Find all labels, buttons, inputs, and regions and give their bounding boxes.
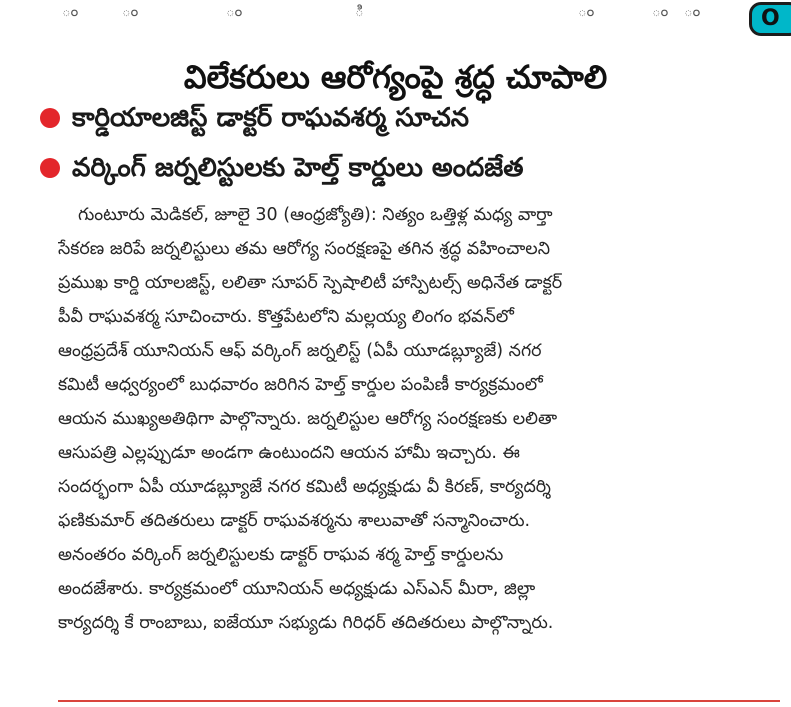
cropped-glyph: ి [355, 2, 364, 20]
corner-badge-letter: O [761, 6, 780, 31]
body-line: కమిటీ ఆధ్వర్యంలో బుధవారం జరిగిన హెల్త్ కార్డుల పంపిణీ కార్యక్రమంలో [58, 375, 543, 395]
subheading-text: వర్కింగ్ జర్నలిస్టులకు హెల్త్ కార్డులు అందజేత [72, 153, 524, 183]
subheading-2 [40, 148, 780, 188]
article-body [58, 198, 780, 640]
corner-badge [749, 2, 791, 36]
cropped-previous-line [0, 0, 791, 28]
cropped-glyph: ం [62, 2, 79, 20]
cropped-glyph: ం [226, 2, 243, 20]
body-line: ఆయన ముఖ్యఅతిథిగా పాల్గొన్నారు. జర్నలిస్టుల ఆరోగ్య సంరక్షణకు లలితా [58, 409, 558, 429]
headline: విలేకరులు ఆరోగ్యంపై శ్రద్ధ చూపాలి [183, 58, 608, 97]
cropped-glyph: ం [122, 2, 139, 20]
body-line: ఫణికుమార్ తదితరులు డాక్టర్ రాఘవశర్మను శాలువాతో సన్మానించారు. [58, 511, 531, 531]
body-line: సేకరణ జరిపే జర్నలిస్టులు తమ ఆరోగ్య సంరక్షణపై తగిన శ్రద్ధ వహించాలని [58, 239, 550, 259]
cropped-glyph: ం [652, 2, 669, 20]
body-line: ఆసుపత్రి ఎల్లప్పుడూ అండగా ఉంటుందని ఆయన హామీ ఇచ్చారు. ఈ [58, 443, 520, 463]
body-line: ఆంధ్రప్రదేశ్ యూనియన్ ఆఫ్ వర్కింగ్ జర్నలిస్ట్ (ఏపీ యూడబ్ల్యూజే) నగర [58, 341, 542, 361]
body-line: పీవీ రాఘవశర్మ సూచించారు. కొత్తపేటలోని మల్లయ్య లింగం భవన్‌లో [58, 307, 514, 327]
cropped-glyph: ం [684, 2, 701, 20]
body-line: సందర్భంగా ఏపీ యూడబ్ల్యూజే నగర కమిటీ అధ్యక్షుడు వీ కిరణ్, కార్యదర్శి [58, 477, 551, 497]
body-line: కార్యదర్శి కే రాంబాబు, ఐజేయూ సభ్యుడు గిరిధర్ తదితరులు పాల్గొన్నారు. [58, 613, 554, 633]
body-line: ప్రముఖ కార్డి యాలజిస్ట్, లలితా సూపర్ స్పెషాలిటీ హాస్పిటల్స్ అధినేత డాక్టర్ [58, 273, 563, 293]
body-line: అందజేశారు. కార్యక్రమంలో యూనియన్ అధ్యక్షుడు ఎస్‌ఎన్ మీరా, జిల్లా [58, 579, 536, 599]
body-line: గుంటూరు మెడికల్, జూలై 30 (ఆంధ్రజ్యోతి): నిత్యం ఒత్తిళ్ల మధ్య వార్తా [78, 205, 553, 225]
cropped-glyph: ం [578, 2, 595, 20]
red-bullet-icon [40, 158, 60, 178]
red-bullet-icon [40, 108, 60, 128]
body-line: అనంతరం వర్కింగ్ జర్నలిస్టులకు డాక్టర్ రాఘవ శర్మ హెల్త్ కార్డులను [58, 545, 504, 565]
subheading-text: కార్డియాలజిస్ట్ డాక్టర్ రాఘవశర్మ సూచన [72, 103, 469, 133]
bottom-rule [58, 700, 780, 702]
subheading-1 [40, 98, 780, 138]
